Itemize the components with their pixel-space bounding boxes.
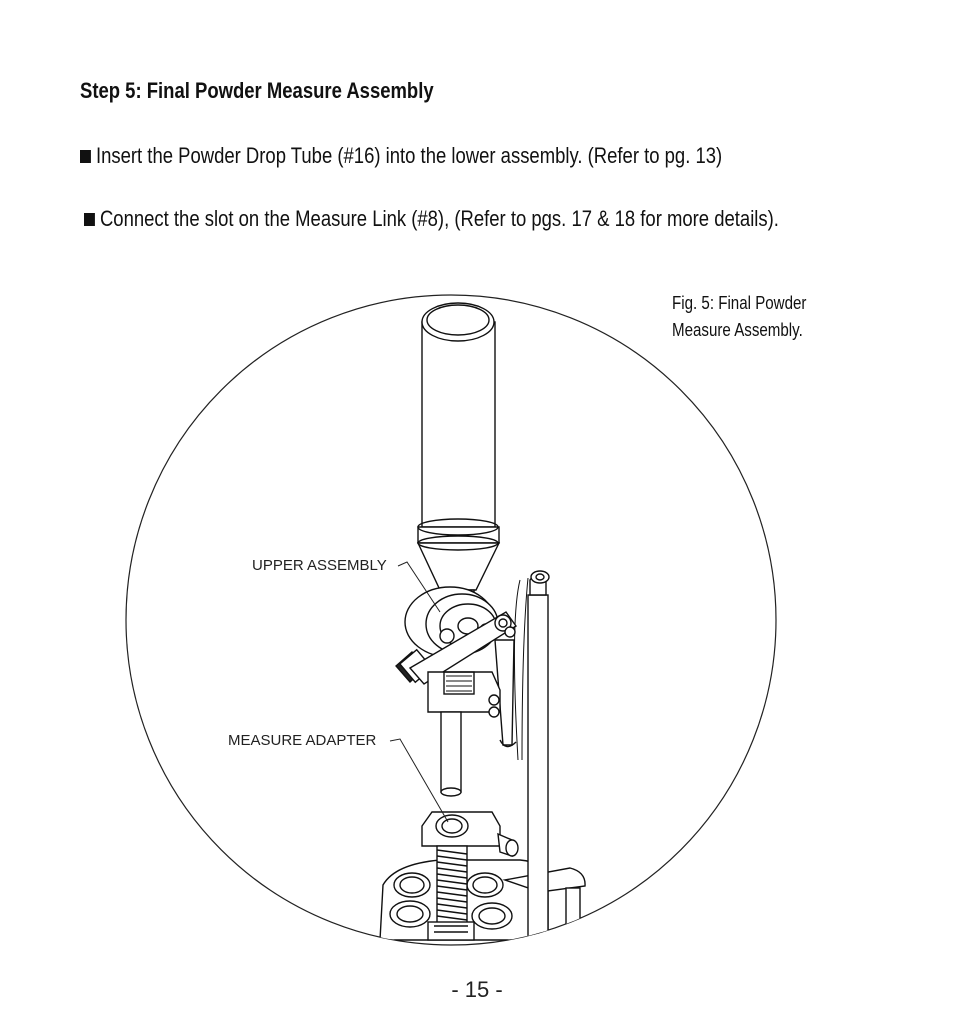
turret-base (380, 860, 585, 948)
callout-upper-assembly: UPPER ASSEMBLY (252, 557, 387, 574)
powder-hopper-tube (418, 303, 499, 605)
figure-caption-line: Measure Assembly. (672, 320, 803, 340)
callout-measure-adapter: MEASURE ADAPTER (228, 732, 377, 749)
lower-drum-adapter (428, 672, 500, 717)
powder-drop-tube (441, 712, 461, 796)
section-heading: Step 5: Final Powder Measure Assembly (80, 78, 434, 103)
figure-caption-line: Fig. 5: Final Powder (672, 293, 807, 313)
measure-adapter-leader-line (390, 739, 448, 822)
instruction-text: Insert the Powder Drop Tube (#16) into the lower assembly. (Refer to pg. 13) (95, 143, 723, 168)
powder-measure-drawing (380, 303, 585, 948)
page-number: - 15 - (451, 977, 503, 1002)
instruction-text: Connect the slot on the Measure Link (#8), (Refer to pgs. 17 & 18 for more details). (99, 206, 779, 231)
